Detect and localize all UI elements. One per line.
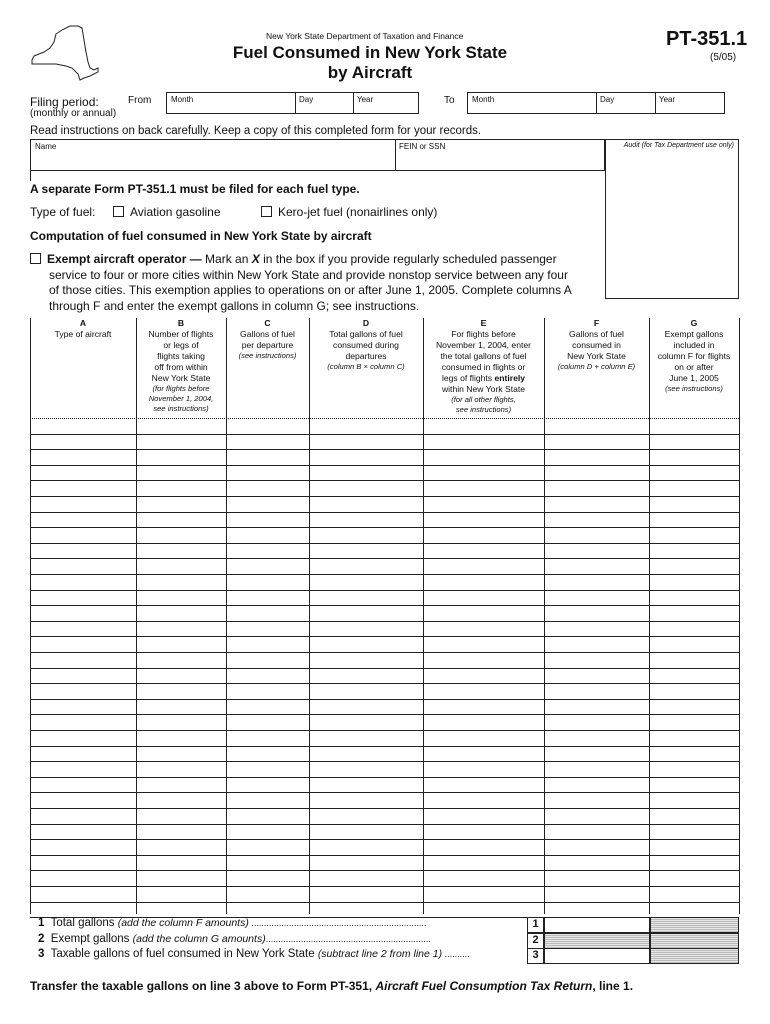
table-row[interactable] (30, 652, 739, 653)
table-row[interactable] (30, 621, 739, 622)
form-title-line2: by Aircraft (327, 63, 413, 82)
table-row[interactable] (30, 777, 739, 778)
table-row[interactable] (30, 449, 739, 450)
table-row[interactable] (30, 543, 739, 544)
shaded-field (650, 917, 739, 933)
filing-period-sublabel: (monthly or annual) (30, 108, 117, 119)
form-revision: (5/05) (710, 52, 737, 63)
column-header-d: D Total gallons of fuel consumed during departures (column B × column C) (309, 318, 423, 372)
kero-jet-checkbox[interactable] (261, 206, 272, 217)
total-amount-field-3[interactable] (544, 948, 650, 964)
table-row[interactable] (30, 636, 739, 637)
column-header-f: F Gallons of fuel consumed in New York State (column D + column E) (544, 318, 649, 372)
table-row[interactable] (30, 808, 739, 809)
table-row[interactable] (30, 605, 739, 606)
column-letter: E (480, 318, 487, 328)
exempt-operator-text: Exempt aircraft operator — Mark an X in the box if you provide regularly scheduled passenger service to four or more cities within New York State and provide nonstop service between any four of those cities. This exemption applies to operations on or after June 1, 2005. Complete columns A through F and enter the exempt gallons in column G; see instructions. (30, 252, 605, 314)
column-letter: A (79, 318, 87, 328)
table-row[interactable] (30, 699, 739, 700)
table-row[interactable] (30, 558, 739, 559)
column-letter: D (362, 318, 370, 328)
to-label: To (444, 95, 455, 106)
column-letter: F (593, 318, 600, 328)
table-row[interactable] (30, 574, 739, 575)
aviation-gasoline-checkbox[interactable] (113, 206, 124, 217)
table-row[interactable] (30, 418, 739, 419)
column-header-e: E For flights before November 1, 2004, enter the total gallons of fuel consumed in flights or legs of flights entirely within New York State (for all other flights, see instructions) (423, 318, 544, 415)
table-row[interactable] (30, 465, 739, 466)
table-row[interactable] (30, 855, 739, 856)
column-letter: C (264, 318, 271, 328)
table-row[interactable] (30, 527, 739, 528)
table-row[interactable] (30, 683, 739, 684)
table-row[interactable] (30, 902, 739, 903)
line-number-box: 2 (527, 933, 544, 949)
table-row[interactable] (30, 839, 739, 840)
table-row[interactable] (30, 714, 739, 715)
separate-form-note: A separate Form PT-351.1 must be filed for each fuel type. (30, 182, 360, 196)
column-letter: B (177, 318, 185, 328)
new-york-state-outline-icon (28, 22, 100, 86)
table-row[interactable] (30, 434, 739, 435)
column-header-b: B Number of flights or legs of flights taking off from within New York State (for flights before November 1, 2004, see instructions) (136, 318, 226, 414)
name-field[interactable]: Name FEIN or SSN (30, 139, 605, 171)
fuel-table (30, 318, 739, 914)
table-row[interactable] (30, 746, 739, 747)
column-letter: G (690, 318, 698, 328)
table-row[interactable] (30, 761, 739, 762)
total-line-2: 2 Exempt gallons (add the column G amounts).................................................................. (38, 932, 431, 945)
filing-period-label: Filing period: (30, 95, 99, 109)
table-row[interactable] (30, 512, 739, 513)
footer-transfer-note: Transfer the taxable gallons on line 3 above to Form PT-351, Aircraft Fuel Consumption Tax Return, line 1. (30, 979, 634, 993)
column-header-g: G Exempt gallons included in column F for flights on or after June 1, 2005 (see instructions) (649, 318, 739, 394)
table-row[interactable] (30, 668, 739, 669)
fuel-type-row: Type of fuel: (30, 205, 96, 219)
table-row[interactable] (30, 590, 739, 591)
table-row[interactable] (30, 730, 739, 731)
form-title-line1: Fuel Consumed in New York State (232, 43, 508, 62)
from-date-field[interactable]: Month Day Year (166, 92, 419, 114)
total-line-1: 1 Total gallons (add the column F amounts) ...................................................................... (38, 917, 427, 929)
line-number-box: 1 (527, 917, 544, 933)
table-row[interactable] (30, 824, 739, 825)
total-amount-field-2[interactable] (544, 933, 650, 949)
from-label: From (128, 95, 152, 106)
table-row[interactable] (30, 870, 739, 871)
exempt-operator-checkbox[interactable] (30, 253, 41, 264)
column-header-c: C Gallons of fuel per departure (see instructions) (226, 318, 309, 361)
table-row[interactable] (30, 792, 739, 793)
fein-label: FEIN or SSN (399, 142, 446, 151)
table-row[interactable] (30, 886, 739, 887)
to-date-field[interactable]: Month Day Year (467, 92, 725, 114)
form-number: PT-351.1 (666, 28, 748, 50)
column-header-a: A Type of aircraft (30, 318, 136, 340)
total-line-3: 3 Taxable gallons of fuel consumed in New York State (subtract line 2 from line 1) .......... (38, 948, 470, 960)
shaded-field (650, 948, 739, 964)
audit-box: Audit (for Tax Department use only) (605, 139, 739, 299)
agency-name: New York State Department of Taxation and Finance (266, 31, 464, 41)
table-row[interactable] (30, 480, 739, 481)
total-amount-field-1[interactable] (544, 917, 650, 933)
computation-heading: Computation of fuel consumed in New York State by aircraft (30, 229, 372, 243)
line-number-box: 3 (527, 948, 544, 964)
instructions-line: Read instructions on back carefully. Keep a copy of this completed form for your records. (30, 125, 482, 137)
shaded-field (650, 933, 739, 949)
table-row[interactable] (30, 496, 739, 497)
